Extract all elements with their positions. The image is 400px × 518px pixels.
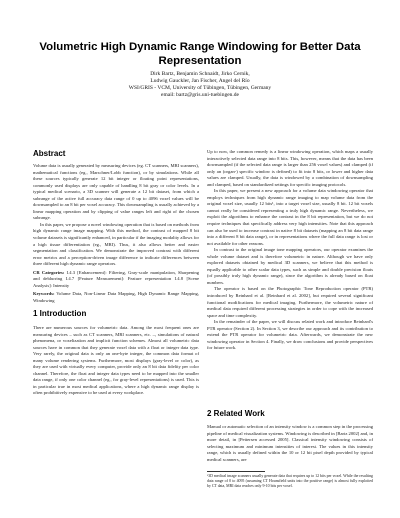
- author-block: [0, 71, 400, 99]
- title-line-1: Volumetric High Dynamic Range Windowing for Better Data: [39, 41, 361, 53]
- keywords-label: Keywords:: [33, 291, 55, 297]
- abstract-body: [33, 163, 199, 304]
- abstract-paragraph-2: In this paper, we propose a novel windowing operation that is based on methods from high dynamic range image mapping. With this method, the contrast of mapped 8 bit volume datasets is significantly enhanced, in particular if the imaging modality allows for a high tissue differentiation (eg., MRI). Thus, it also allows better and easier segmentation and classification. We demonstrate the improved contrast with different error metrics and a perception-driven image difference to indicate differences between three different high dynamic range operators.: [33, 221, 199, 267]
- keywords: [33, 291, 199, 304]
- related-work-body: [207, 424, 373, 463]
- abstract-heading: Abstract: [33, 149, 66, 158]
- authors-line-2: Ludwig Gauckler, Jan Fischer, Angel del Río: [150, 77, 250, 84]
- cr-categories: [33, 270, 199, 290]
- cr-categories-label: CR Categories:: [33, 269, 65, 275]
- title-line-2: Representation: [158, 55, 242, 67]
- keywords-text: Volume Data, Non-Linear Data Mapping, High Dynamic Range Mapping, Windowing: [33, 291, 199, 303]
- paper-title: [0, 40, 400, 68]
- cr-categories-text: I.4.3 [Enhancement]: Filtering, Gray-scale manipulation, Sharpening and deblurring I.4.7 [Feature Measurement]: Feature representation I.4.8 [Scene Analysis]: Intensity: [33, 269, 199, 288]
- affiliation: WSI/GRIS - VCM, University of Tübingen, Tübingen, Germany: [128, 84, 272, 91]
- right-paragraph-4: The operator is based on the Photographic Tone Reproduction operator (PTR) introduced by Reinhard et al. [Reinhard et al. 2002], but required several significant functional modifications for medical imaging. Furthermore, the volumetric nature of medical data required different processing strategies in order to cope with the increased space and time complexity.: [207, 286, 373, 318]
- authors-line-1: Dirk Bartz, Benjamin Schnaidt, Jirko Cernik,: [150, 71, 250, 77]
- right-paragraph-5: In the remainder of the paper, we will discuss related work and introduce Reinhard's PTR operator (Section 2). In Section 3, we describe our approach and its contribution to extend the PTR operator for volumetric data. Afterwards, we demonstrate the new windowing operator in Section 4. Finally, we draw conclusions and provide perspectives for future work.: [207, 319, 373, 351]
- introduction-body: [33, 325, 199, 397]
- right-paragraph-3: In contrast to the original image tone mapping operators, our operator examines the whole volume dataset and is therefore volumetric in nature. Although we have only explored datasets obtained by medical 3D scanners, we believe that this method is equally applicable to other scalar data types, such as simple and double precision floats (of possibly truly high dynamic range), since the algorithm is already based on float numbers.: [207, 247, 373, 285]
- footnote: ¹3D medical image scanners usually generate data that requires up to 12 bits per voxel. While the resulting data range of 0 to 4095 (assuming CT Hounsfield units into the positive range) is almost fully exploited by CT data, MRI data reaches only 9-10 bits per voxel.: [207, 474, 373, 489]
- author-email: email: bartz@gris.uni-tuebingen.de: [161, 91, 239, 98]
- right-paragraph-2: In this paper, we present a new approach for a volume data windowing operator that employs techniques from high dynamic range imaging to map volume data from the original voxel size, usually 12 bits¹, into a target voxel size, usually 8 bit. 12 bit voxels cannot really be considered representing a truly high dynamic range. Nevertheless, we exploit the algorithms to enhance the contrast in the 8 bit representation, but we do not require techniques that specifically address very high intensities. Note that this approach can also be used to increase contrast in native 8 bit datasets (mapping an 8 bit data range into a different 8 bit data range), or in representations where the full data range is lost or not available for other reasons.: [207, 188, 373, 246]
- related-work-heading: 2 Related Work: [207, 409, 265, 418]
- introduction-heading: 1 Introduction: [33, 309, 87, 318]
- related-work-paragraph: Manual or automatic selection of an intensity window is a common step in the processing pipeline of medical visualization systems. Windowing is described in [Bartz 2002] and, in more detail, in [Pettersen accessed 2005]. Classical intensity windowing consists of selecting maximum and minimum intensities of interest. The values in this intensity range, which is usually defined within the 10 or 12 bit pixel depth provided by typical medical scanners, are: [207, 424, 373, 462]
- abstract-paragraph-1: Volume data is usually generated by measuring devices (eg. CT scanners, MRI scanners), mathematical functions (eg., Marschner/Lobb function), or by simulations. While all these sources typically generate 12 bit integer or floating point representations, commonly used displays are only capable of handling 8 bit gray or color levels. In a typical medical scenario, a 3D scanner will generate a 12 bit dataset, from which a subrange of the active full accuracy data range of 0 up to 4096 voxel values will be downsampled to an 8 bit per voxel accuracy. This downsampling is usually achieved by a linear mapping operation and by clipping of value ranges left and right of the chosen subrange.: [33, 163, 199, 221]
- right-column-body: [207, 149, 373, 352]
- footnote-rule: [207, 471, 265, 472]
- introduction-paragraph: There are numerous sources for volumetric data. Among the most frequent ones are measuring devices – such as CT scanners, MRI scanners, etc. –, simulations of natural phenomena, or voxelization and implicit function schemes. Almost all volumetric data sources have in common that they generate voxel data with a float or integer data type. Very rarely, the original data is only an one-byte integer, the common data format of many volume rendering systems. Furthermore, most displays (gray-level or color), as they are used with virtually every computer, provide only an 8 bit data fidelity per color channel. Therefore, the float and integer data types need to be mapped into the smaller data range, if only one color channel (eg., for gray-level representations) is used. This is in particular true in most medical applications, where a high dynamic range display is often prohibitively expensive to be used at every workplace.: [33, 325, 199, 396]
- right-paragraph-1: Up to now, the common remedy is a linear windowing operation, which maps a usually interactively selected data range into 8 bits. This, however, means that the data has been downsampled (if the selected data range is larger than 256 voxel values) and clamped (if only an (organ-) specific window is defined) to fit into 8 bits, or lower and higher data values are clamped. Usually, the data is windowed by a combination of downsampling and clamped, based on standardized settings for specific imaging protocols.: [207, 149, 373, 187]
